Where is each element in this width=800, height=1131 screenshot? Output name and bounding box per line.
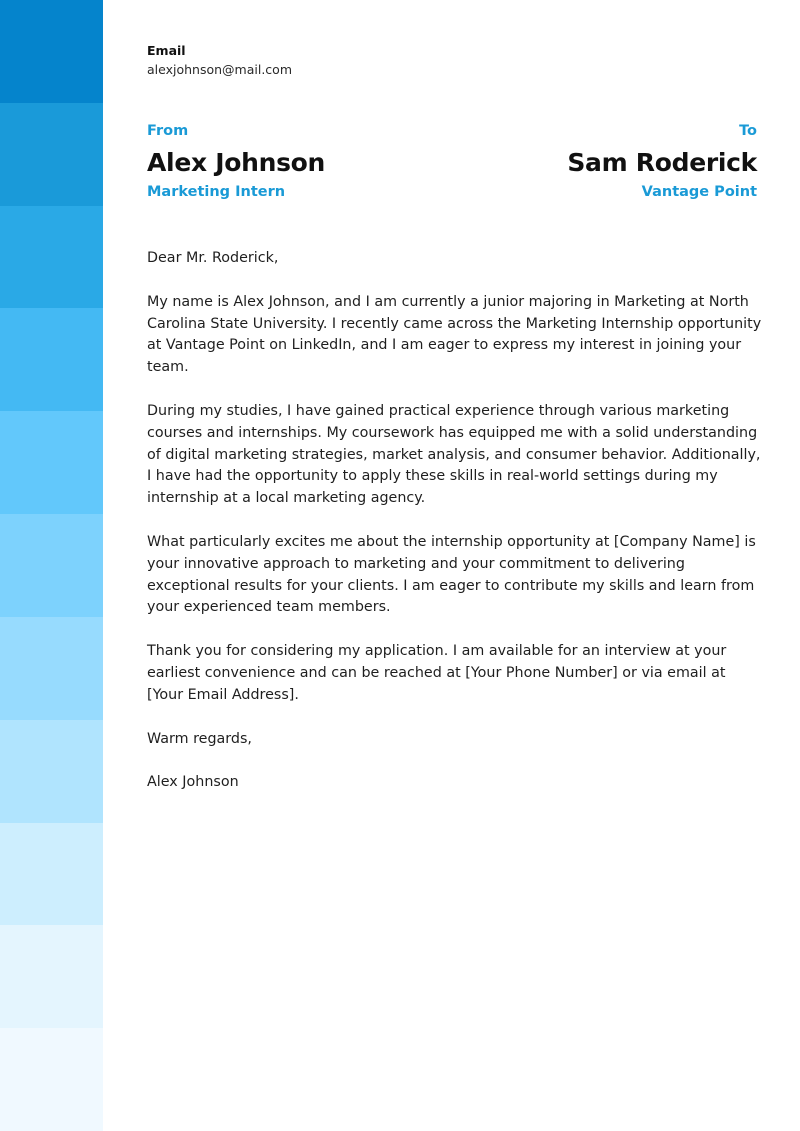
sidebar-band	[0, 1028, 103, 1131]
body-paragraph: During my studies, I have gained practical experience through various marketing courses and internships. My coursework has equipped me with a solid understanding of digital marketing strategies, market analysis, and consumer behavior. Additionally, I have had the opportunity to apply these skills in real-world settings during my internship at a local marketing agency.	[147, 402, 761, 507]
body-paragraph: What particularly excites me about the internship opportunity at [Company Name] is your innovative approach to marketing and your commitment to delivering exceptional results for your clients. I am eager to contribute my skills and learn from your experienced team members.	[147, 533, 756, 616]
sidebar-band	[0, 103, 103, 206]
signature: Alex Johnson	[147, 774, 239, 791]
letter-body	[147, 248, 762, 816]
recipient-company: Vantage Point	[641, 184, 757, 200]
contact-email-block	[147, 43, 292, 79]
sidebar-band	[0, 411, 103, 514]
email-value: alexjohnson@mail.com	[147, 62, 293, 77]
sidebar-band	[0, 823, 103, 926]
salutation: Dear Mr. Roderick,	[147, 250, 279, 266]
to-label: To	[739, 123, 757, 139]
recipient-name: Sam Roderick	[567, 148, 757, 177]
closing: Warm regards,	[147, 730, 252, 747]
sidebar-band	[0, 617, 103, 720]
body-paragraph: My name is Alex Johnson, and I am currently a junior majoring in Marketing at North Carolina State University. I recently came across the Marketing Internship opportunity at Vantage Point on LinkedIn, and I am eager to express my interest in joining your team.	[147, 293, 762, 376]
sender-recipient-header	[147, 121, 757, 211]
body-paragraph: Thank you for considering my application. I am available for an interview at your earliest convenience and can be reached at [Your Phone Number] or via email at [Your Email Address].	[147, 643, 727, 703]
sidebar-band	[0, 0, 103, 103]
sidebar-band	[0, 925, 103, 1028]
sidebar-band	[0, 308, 103, 411]
recipient-block	[567, 121, 757, 202]
from-label: From	[147, 123, 189, 139]
email-label: Email	[147, 43, 186, 58]
sidebar-band	[0, 514, 103, 617]
sender-name: Alex Johnson	[147, 148, 326, 177]
sidebar-band	[0, 206, 103, 309]
sidebar-band	[0, 720, 103, 823]
sender-block	[147, 121, 325, 202]
sender-role: Marketing Intern	[147, 184, 286, 200]
decorative-sidebar	[0, 0, 103, 1131]
